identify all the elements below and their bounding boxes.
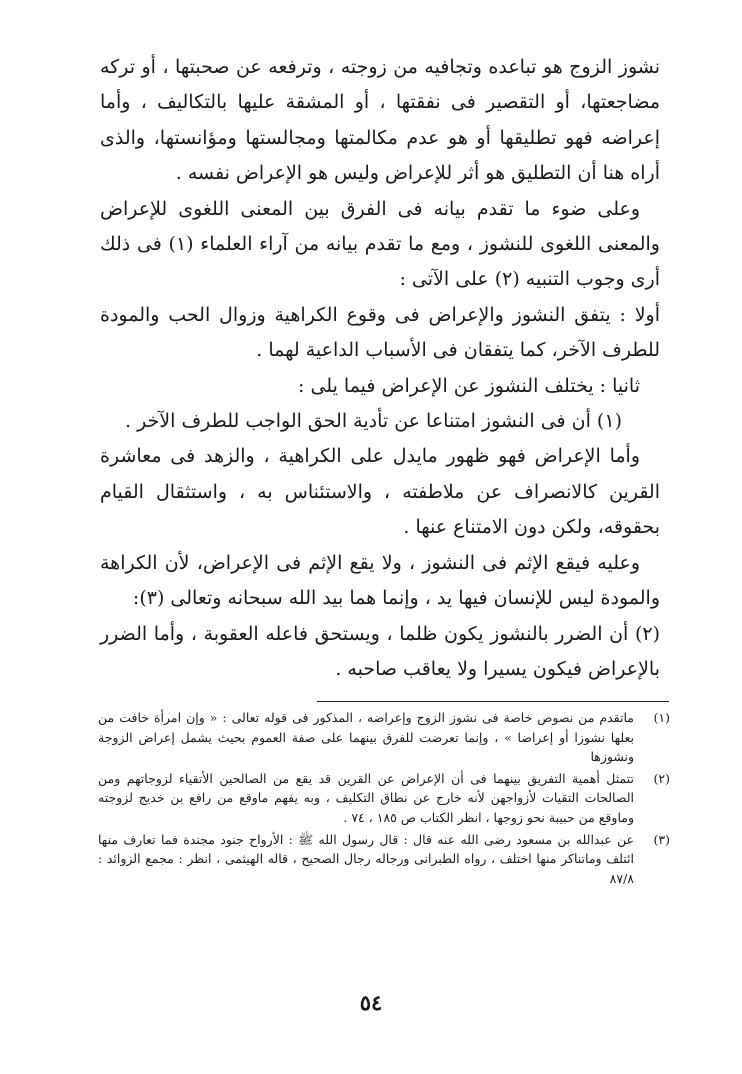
paragraph-nushuz-definition: نشوز الزوج هو تباعده وتجافيه من زوجته ، وترفعه عن صحبتها ، أو تركه مضاجعتها، أو التقصير فى نفقتها ، أو المشقة عليها بالتكاليف ، وأما إعراضه فهو تطليقها أو هو عدم مكالمتها ومجالستها ومؤانستها، والذى أراه هنا أن التطليق هو أثر للإعراض وليس هو الإعراض نفسه . bbox=[100, 56, 660, 185]
footnote-text: ماتقدم من نصوص خاصة فى نشوز الزوج وإعراضه ، المذكور فى قوله تعالى : « وإن امرأة خافت من بعلها نشوزا أو إعراضا » ، وإنما تعرضت للفرق بينهما على صفة العموم بحيث يشمل إعراض الزوجة ونشوزها bbox=[98, 710, 634, 765]
paragraph-item-two: (٢) أن الضرر بالنشوز يكون ظلما ، ويستحق فاعله العقوبة ، وأما الضرر بالإعراض فيكون يسيرا ولا يعاقب صاحبه . bbox=[100, 622, 660, 680]
footnote-separator bbox=[317, 701, 669, 702]
footnote-text: عن عبدالله بن مسعود رضى الله عنه قال : قال رسول الله ﷺ : الأرواح جنود مجندة فما تعارف منها ائتلف وماتناكر منها اختلف ، رواه الطبرانى ورجاله رجال الصحيح ، قاله الهيثمى ، انظر : مجمع الزوائد : ٨٧/٨ bbox=[98, 831, 634, 886]
footnote-number: (٣) bbox=[653, 831, 670, 847]
paragraph-irad-description: وأما الإعراض فهو ظهور مايدل على الكراهية ، والزهد فى معاشرة القرين كالانصراف عن ملاطفته ، والاستئناس به ، واستثقال القيام بحقوقه، ولكن دون الامتناع عنها . bbox=[100, 445, 660, 539]
paragraph-sin-ruling: وعليه فيقع الإثم فى النشوز ، ولا يقع الإثم فى الإعراض، لأن الكراهة والمودة ليس للإنسان فيها يد ، وإنما هما بيد الله سبحانه وتعالى (٣): bbox=[100, 551, 660, 610]
footnote-item bbox=[98, 708, 670, 767]
paragraph-item-one: (١) أن فى النشوز امتناعا عن تأدية الحق الواجب للطرف الآخر . bbox=[124, 410, 622, 433]
footnotes-section bbox=[98, 708, 670, 890]
paragraph-first-point: أولا : يتفق النشوز والإعراض فى وقوع الكراهية وزوال الحب والمودة للطرف الآخر، كما يتفقان فى الأسباب الداعية لهما . bbox=[100, 303, 660, 362]
footnote-text: تتمثل أهمية التفريق بينهما فى أن الإعراض عن القرين قد يقع من الصالحين الأتقياء لزوجاتهم ومن الصالحات التقيات لأزواجهن لأنه خارج عن نطاق التكليف ، وبه يفهم ماوقع من رافع بن خديج لزوجته وماوقع من حبيبة نحو زوجها ، انظر الكتاب ص ١٨٥ ، ٧٤ . bbox=[98, 770, 634, 825]
footnote-number: (٢) bbox=[653, 770, 670, 786]
paragraph-second-point: ثانيا : يختلف النشوز عن الإعراض فيما يلى : bbox=[298, 374, 640, 397]
footnote-item bbox=[98, 769, 670, 828]
paragraph-difference-intro: وعلى ضوء ما تقدم بيانه فى الفرق بين المعنى اللغوى للإعراض والمعنى اللغوى للنشوز ، ومع ما تقدم بيانه من آراء العلماء (١) فى ذلك أرى وجوب التنبيه (٢) على الآتى : bbox=[100, 197, 660, 291]
footnote-number: (١) bbox=[653, 710, 670, 725]
footnote-item bbox=[98, 830, 670, 889]
main-text-body bbox=[100, 50, 660, 687]
page-number: ٥٤ bbox=[359, 990, 383, 1015]
